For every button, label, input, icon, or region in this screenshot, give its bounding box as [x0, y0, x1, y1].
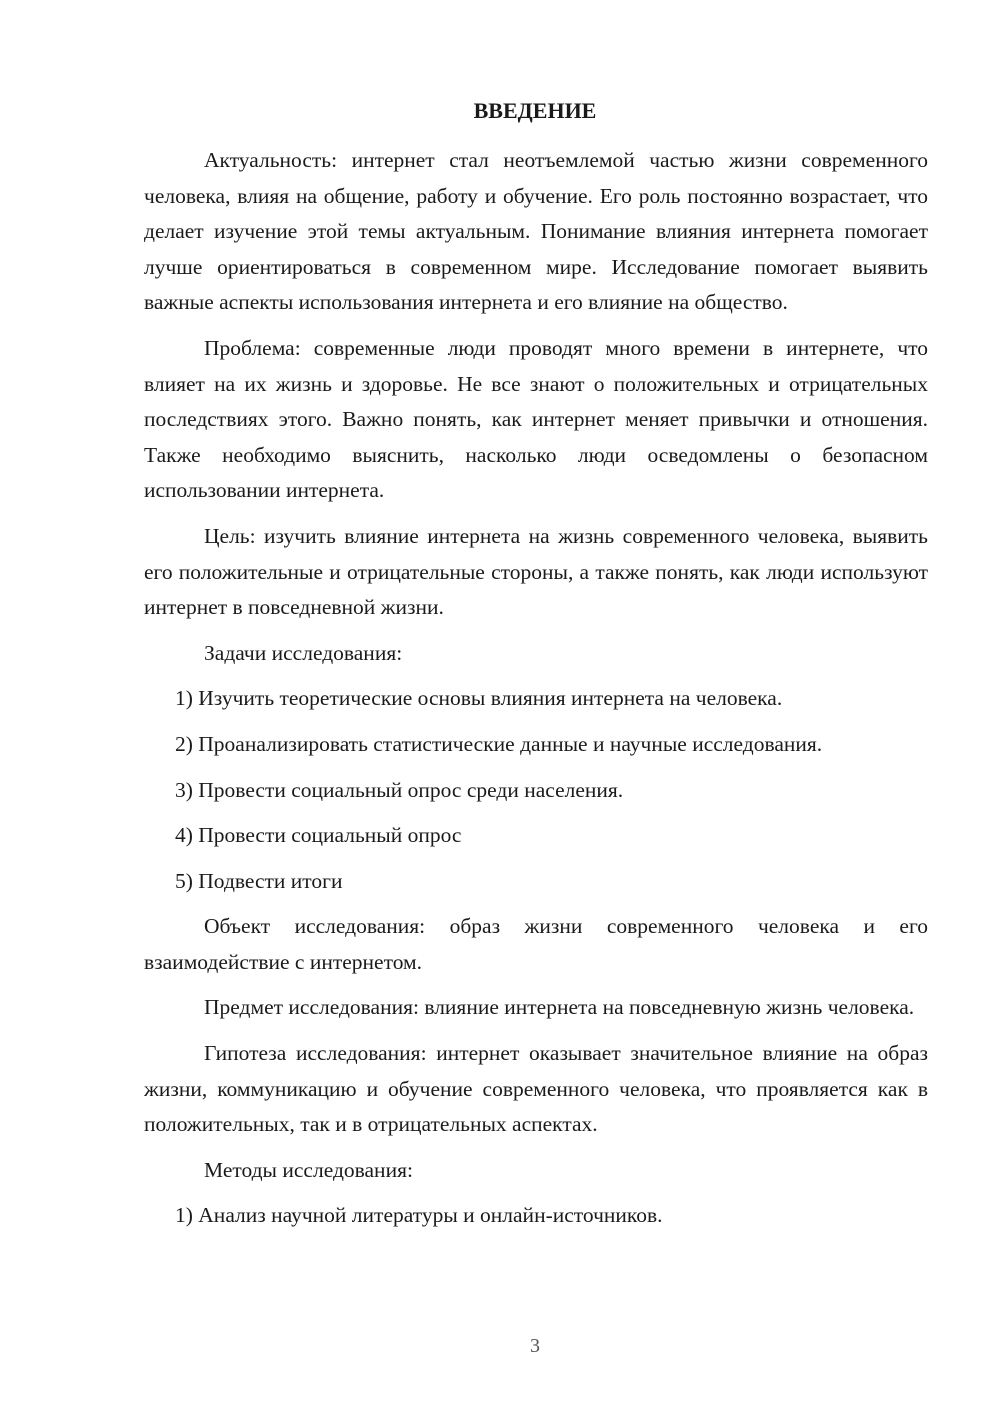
- page-number: 3: [530, 1335, 540, 1357]
- paragraph-subject: Предмет исследования: влияние интернета на повседневную жизнь человека.: [204, 995, 915, 1020]
- method-item: 1) Анализ научной литературы и онлайн-источников.: [175, 1203, 663, 1228]
- paragraph-problem: Проблема: современные люди проводят много времени в интернете, что влияет на их жизнь и здоровье. Не все знают о положительных и отрицательных последствиях этого. Важно понять, как интернет меняет привычки и отношения. Также необходимо выяснить, насколько люди осведомлены о безопасном использовании интернета.: [144, 335, 928, 503]
- task-item: 1) Изучить теоретические основы влияния интернета на человека.: [175, 686, 783, 711]
- task-item: 3) Провести социальный опрос среди населения.: [175, 777, 624, 802]
- tasks-heading: Задачи исследования:: [204, 640, 403, 665]
- task-item: 4) Провести социальный опрос: [175, 823, 462, 848]
- page-title: ВВЕДЕНИЕ: [473, 98, 597, 123]
- paragraph-object: Объект исследования: образ жизни современного человека и его взаимодействие с интернетом.: [144, 914, 928, 974]
- paragraph-hypothesis: Гипотеза исследования: интернет оказывает значительное влияние на образ жизни, коммуникацию и обучение современного человека, что проявляется как в положительных, так и в отрицательных аспектах.: [144, 1041, 928, 1137]
- task-item: 2) Проанализировать статистические данные и научные исследования.: [175, 731, 823, 756]
- document-body: [144, 143, 928, 1244]
- methods-heading: Методы исследования:: [204, 1157, 413, 1182]
- paragraph-relevance: Актуальность: интернет стал неотъемлемой частью жизни современного человека, влияя на общение, работу и обучение. Его роль постоянно возрастает, что делает изучение этой темы актуальным. Понимание влияния интернета помогает лучше ориентироваться в современном мире. Исследование помогает выявить важные аспекты использования интернета и его влияние на общество.: [144, 148, 928, 315]
- paragraph-goal: Цель: изучить влияние интернета на жизнь современного человека, выявить его положительные и отрицательные стороны, а также понять, как люди используют интернет в повседневной жизни.: [144, 523, 928, 620]
- task-item: 5) Подвести итоги: [175, 868, 343, 893]
